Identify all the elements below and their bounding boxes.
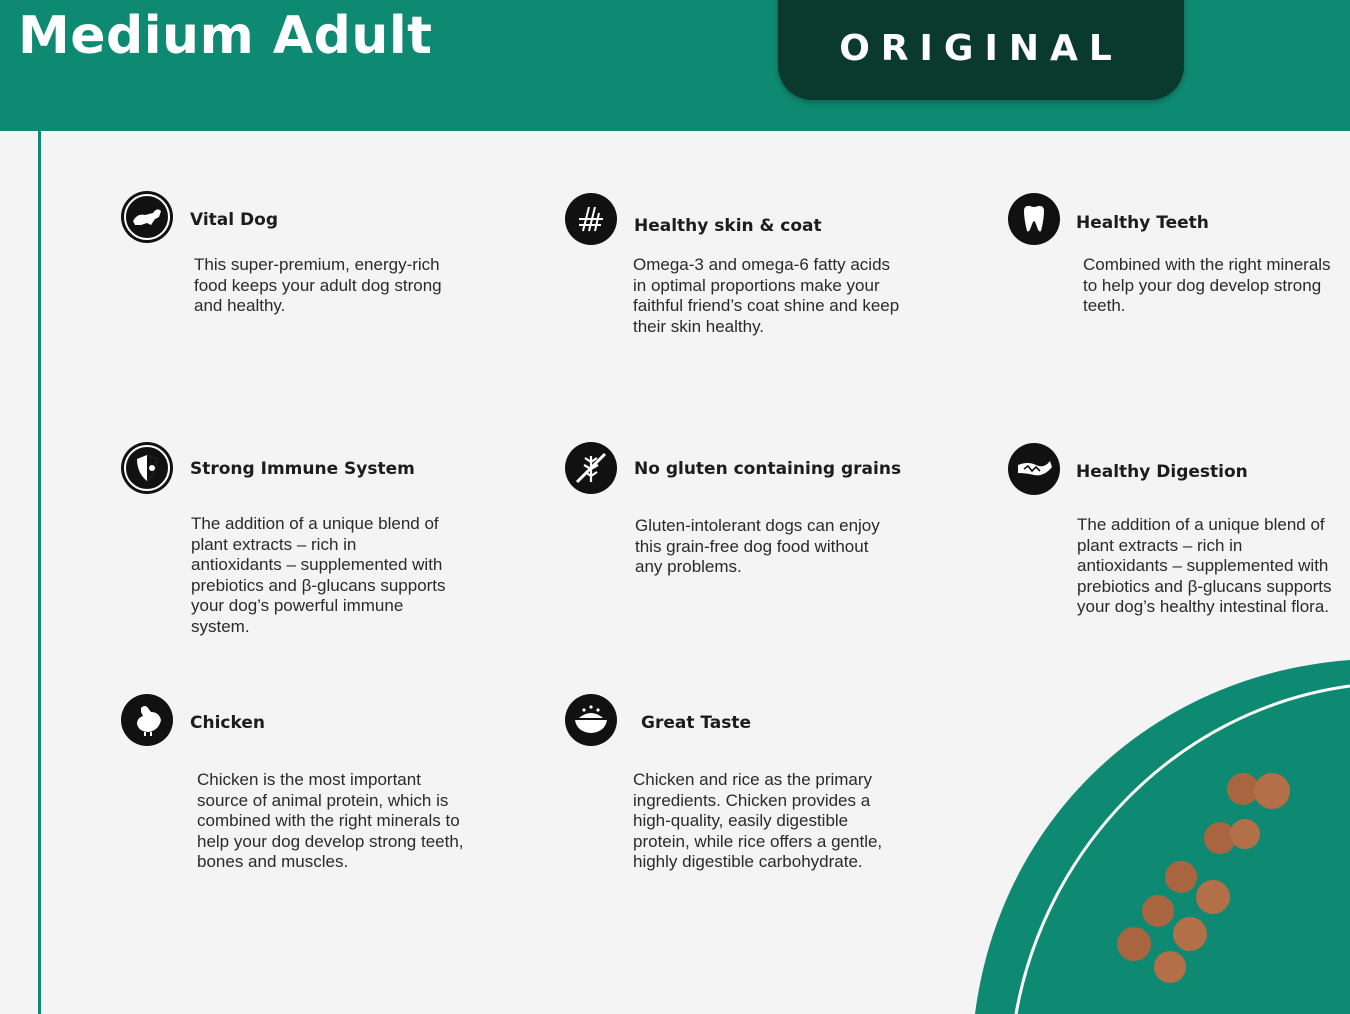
feature-title: Strong Immune System xyxy=(190,459,415,479)
dog-icon xyxy=(121,191,173,243)
tooth-icon xyxy=(1008,193,1060,245)
feature-title: Healthy Teeth xyxy=(1076,213,1209,233)
digestion-icon xyxy=(1008,443,1060,495)
feature-description: This super-premium, energy-rich food keeps your adult dog strong and healthy. xyxy=(194,255,442,315)
feature-title: Healthy skin & coat xyxy=(634,216,822,236)
feature-description: Chicken is the most important source of animal protein, which is combined with the right minerals to help your dog develop strong teeth, bones and muscles. xyxy=(197,770,464,871)
food-bowl-icon xyxy=(565,694,617,746)
shield-icon xyxy=(121,442,173,494)
chicken-icon xyxy=(121,694,173,746)
feature-title: Chicken xyxy=(190,713,265,733)
feature-title: No gluten containing grains xyxy=(634,459,902,479)
skin-coat-icon xyxy=(565,193,617,245)
feature-description: Gluten-intolerant dogs can enjoy this grain-free dog food without any problems. xyxy=(635,516,880,576)
feature-title: Great Taste xyxy=(641,713,752,733)
feature-description: Chicken and rice as the primary ingredients. Chicken provides a high-quality, easily digestible protein, while rice offers a gentle, highly digestible carbohydrate. xyxy=(633,770,883,871)
product-title: Medium Adult xyxy=(18,6,433,66)
no-grain-icon xyxy=(565,442,617,494)
feature-description: Omega-3 and omega-6 fatty acids in optimal proportions make your faithful friend’s coat shine and keep their skin healthy. xyxy=(633,255,900,336)
feature-title: Vital Dog xyxy=(190,210,278,230)
feature-title: Healthy Digestion xyxy=(1076,462,1248,482)
badge-label: ORIGINAL xyxy=(839,28,1123,69)
feature-description: The addition of a unique blend of plant extracts – rich in antioxidants – supplemented with prebiotics and β-glucans supports your dog’s healthy intestinal flora. xyxy=(1077,515,1332,616)
feature-description: Combined with the right minerals to help your dog develop strong teeth. xyxy=(1083,255,1331,315)
feature-description: The addition of a unique blend of plant extracts – rich in antioxidants – supplemented with prebiotics and β-glucans supports your dog’s powerful immune system. xyxy=(191,514,446,636)
